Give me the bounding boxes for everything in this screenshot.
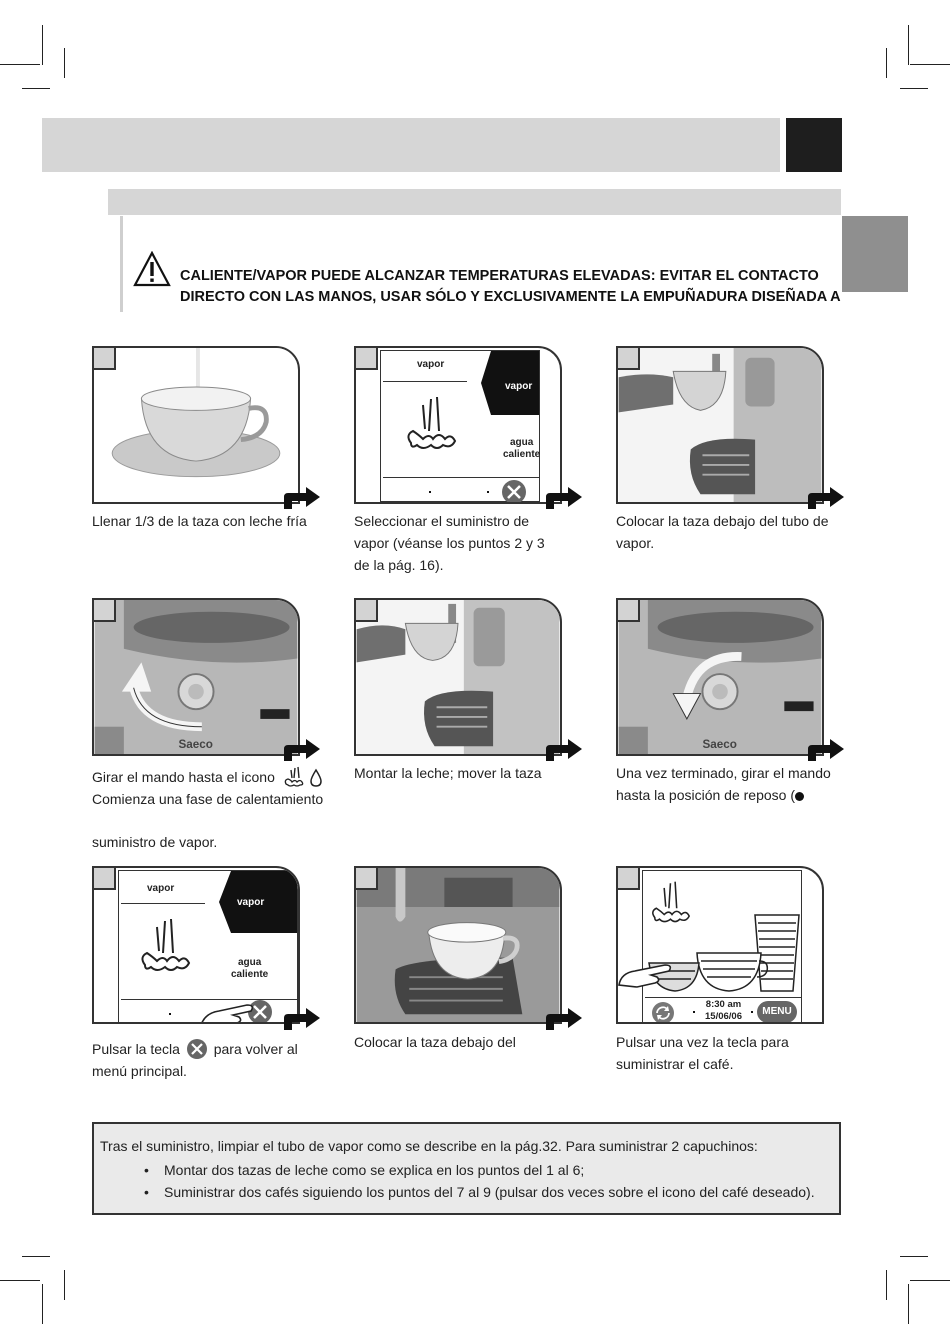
step-number-box (92, 866, 116, 890)
caption-line: Seleccionar el suministro de (354, 513, 530, 529)
warning-text (180, 266, 860, 308)
caption-line-with-icon (92, 1038, 298, 1060)
hot-water-label (231, 957, 268, 981)
crop-mark (910, 1280, 950, 1281)
hot-water-line: agua (509, 437, 534, 448)
page-number-block (786, 118, 842, 172)
note-item-text: Suministrar dos cafés siguiendo los puntos del 7 al 9 (pulsar dos veces sobre el icono del café deseado). (164, 1184, 815, 1200)
dot (487, 491, 489, 493)
step-8-panel (354, 866, 562, 1024)
brand-logo-text: Saeco (178, 738, 213, 752)
step-6-caption (616, 762, 831, 806)
caption-line: de la pág. 16). (354, 557, 444, 573)
bullet: • (144, 1184, 149, 1200)
crop-mark (910, 64, 950, 65)
step-number-box (354, 866, 378, 890)
step-9-caption (616, 1031, 789, 1075)
caption-line: suministrar el café. (616, 1056, 734, 1072)
tab-underline (121, 903, 205, 904)
machine-knob-photo (94, 600, 298, 754)
next-step-arrow (282, 1006, 322, 1032)
frothing-milk-photo (356, 600, 560, 754)
crop-mark (22, 88, 50, 89)
step-number-box (616, 598, 640, 622)
cancel-icon[interactable] (501, 479, 527, 504)
step-1-caption (92, 510, 307, 532)
warning-line-1: CALIENTE/VAPOR PUEDE ALCANZAR TEMPERATURAS ELEVADAS: EVITAR EL CONTACTO (180, 268, 819, 284)
step-9-panel (616, 866, 824, 1024)
caption-line: Comienza una fase de calentamiento (92, 791, 324, 807)
vapor-selected-label: vapor (237, 897, 265, 908)
caption-line-with-icon (616, 784, 831, 806)
crop-mark (908, 25, 909, 65)
next-step-arrow (544, 485, 584, 511)
note-item (144, 1162, 584, 1178)
brand-logo-text: Saeco (702, 738, 737, 752)
caption-line: hasta la posición de reposo ( (616, 787, 795, 803)
caption-line: menú principal. (92, 1063, 187, 1079)
caption-line: Llenar 1/3 de la taza con leche fría (92, 513, 307, 529)
next-step-arrow (282, 485, 322, 511)
section-title-bar (108, 189, 841, 215)
caption-line: Montar la leche; mover la taza (354, 765, 542, 781)
step-2-panel (354, 346, 562, 504)
step-4-panel (92, 598, 300, 756)
caption-line: vapor (véanse los puntos 2 y 3 (354, 535, 545, 551)
step-7-caption (92, 1038, 298, 1082)
crop-mark (886, 48, 887, 78)
pointing-hand-icon (617, 963, 677, 989)
steam-icon (135, 913, 199, 977)
vapor-selected-label: vapor (505, 381, 533, 392)
hot-water-label (503, 437, 540, 461)
caption-line-with-icon (92, 766, 327, 788)
caption-line: Colocar la taza debajo del tubo de (616, 513, 829, 529)
next-step-arrow (806, 485, 846, 511)
hot-water-line: agua (237, 957, 262, 968)
note-box (92, 1122, 841, 1215)
step-5-caption (354, 762, 542, 784)
caption-line: Una vez terminado, girar el mando (616, 765, 831, 781)
rest-position-icon (795, 792, 804, 801)
step-5-panel (354, 598, 562, 756)
machine-knob-return-photo (618, 600, 822, 754)
warning-icon (133, 251, 171, 287)
bullet: • (144, 1162, 149, 1178)
note-item (144, 1184, 815, 1200)
next-step-arrow (282, 737, 322, 763)
crop-mark (908, 1284, 909, 1324)
step-number-box (92, 598, 116, 622)
menu-label: MENU (762, 1006, 792, 1017)
vapor-tab-label: vapor (417, 359, 445, 370)
crop-mark (22, 1256, 50, 1257)
step-3-caption (616, 510, 828, 554)
step-number-box (92, 346, 116, 370)
time-text: 8:30 am (705, 999, 742, 1010)
steam-icon (401, 391, 465, 455)
step-6-panel (616, 598, 824, 756)
date-text: 15/06/06 (705, 1011, 742, 1022)
display-screen (118, 870, 298, 1024)
crop-mark (0, 1280, 40, 1281)
step-number-box (616, 346, 640, 370)
dot (169, 1013, 171, 1015)
vapor-tab-label: vapor (147, 883, 175, 894)
hot-water-line: caliente (503, 449, 541, 460)
cup-under-spout-photo (356, 868, 560, 1022)
crop-mark (886, 1270, 887, 1300)
crop-mark (900, 1256, 928, 1257)
step-8-caption (354, 1031, 516, 1053)
screen-divider (383, 477, 539, 478)
screen-divider (645, 997, 801, 998)
menu-button[interactable] (757, 1001, 797, 1023)
dot (693, 1011, 695, 1013)
crop-mark (42, 1284, 43, 1324)
header-bar (42, 118, 780, 172)
caption-line: Pulsar una vez la tecla para (616, 1034, 789, 1050)
step-number-box (616, 866, 640, 890)
display-screen (642, 870, 802, 1024)
crop-mark (64, 48, 65, 78)
step-1-panel (92, 346, 300, 504)
crop-mark (42, 25, 43, 65)
caption-line: Girar el mando hasta el icono (92, 769, 275, 785)
hot-water-line: caliente (231, 969, 269, 980)
display-screen (380, 350, 540, 502)
note-intro: Tras el suministro, limpiar el tubo de vapor como se describe en la pág.32. Para suministrar 2 capuchinos: (100, 1138, 758, 1154)
next-step-arrow (806, 737, 846, 763)
steam-water-icon (283, 766, 327, 788)
clock-display (705, 999, 742, 1023)
crop-mark (64, 1270, 65, 1300)
caption-text: Pulsar la tecla (92, 1041, 180, 1057)
step-2-caption (354, 510, 545, 576)
cup-photo (94, 348, 298, 502)
warning-line-2: DIRECTO CON LAS MANOS, USAR SÓLO Y EXCLUSIVAMENTE LA EMPUÑADURA DISEÑADA A (180, 289, 841, 305)
caption-line: vapor. (616, 535, 655, 551)
step-3-panel (616, 346, 824, 504)
step-4-caption (92, 766, 327, 810)
dot (429, 491, 431, 493)
step-7-panel (92, 866, 300, 1024)
dot (751, 1011, 753, 1013)
step-number-box (354, 598, 378, 622)
tab-underline (383, 381, 467, 382)
refresh-icon[interactable] (651, 1001, 675, 1024)
step-number-box (354, 346, 378, 370)
next-step-arrow (544, 1006, 584, 1032)
note-item-text: Montar dos tazas de leche como se explica en los puntos del 1 al 6; (164, 1162, 585, 1178)
pointing-hand-icon (199, 1003, 259, 1024)
next-step-arrow (544, 737, 584, 763)
step-4-extra-caption: suministro de vapor. (92, 834, 218, 850)
machine-cup-photo (618, 348, 822, 502)
cancel-icon (186, 1038, 208, 1060)
caption-line: Colocar la taza debajo del (354, 1034, 516, 1050)
caption-text: para volver al (213, 1041, 298, 1057)
section-divider (120, 216, 123, 312)
crop-mark (900, 88, 928, 89)
crop-mark (0, 64, 40, 65)
